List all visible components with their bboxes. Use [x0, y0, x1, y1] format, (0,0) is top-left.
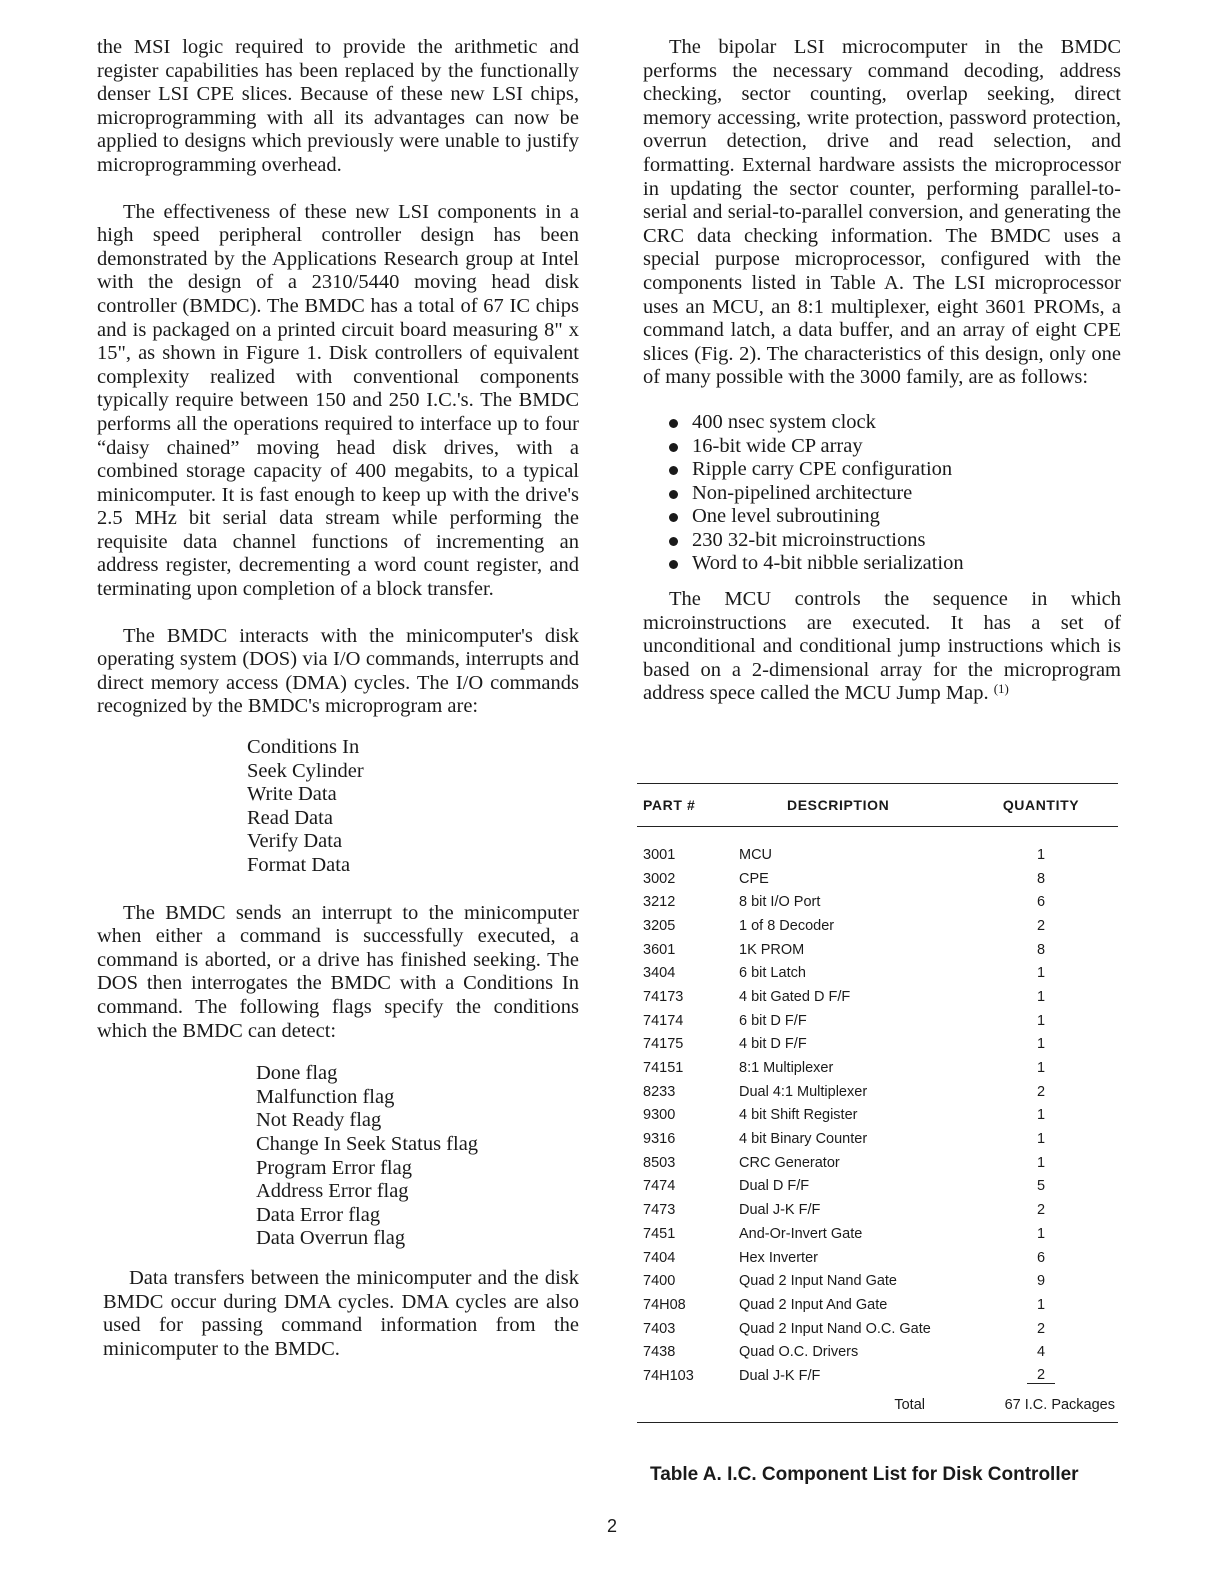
cell-quantity-wrap: [971, 942, 1111, 958]
characteristic-text: One level subroutining: [692, 505, 880, 528]
cell-quantity: 1: [1036, 1296, 1046, 1313]
cell-quantity-wrap: [971, 1060, 1111, 1076]
io-command-item: Conditions In: [247, 736, 360, 759]
cell-quantity-wrap: [971, 1367, 1111, 1384]
table-caption: Table A. I.C. Component List for Disk Controller: [650, 1464, 1079, 1485]
cell-description: 4 bit Shift Register: [739, 1107, 858, 1124]
table-row: [637, 1175, 1118, 1199]
cell-quantity-wrap: [971, 1344, 1111, 1360]
cell-quantity-wrap: [971, 1013, 1111, 1029]
cell-part: 7404: [643, 1249, 676, 1266]
cell-quantity-wrap: [971, 1321, 1111, 1337]
cell-quantity: 6: [1036, 1249, 1046, 1266]
right-column: [643, 36, 1121, 729]
cell-quantity-wrap: [971, 1226, 1111, 1242]
cell-part: 7473: [643, 1202, 676, 1219]
cell-quantity: 2: [1036, 1202, 1046, 1219]
cell-quantity-wrap: [971, 1250, 1111, 1266]
cell-description: CPE: [739, 870, 769, 887]
cell-description: CRC Generator: [739, 1154, 840, 1171]
cell-quantity: 8: [1036, 941, 1046, 958]
cell-quantity: 9: [1036, 1273, 1046, 1290]
characteristic-item: [669, 411, 1121, 435]
cell-quantity: 1: [1036, 846, 1046, 863]
left-para-5: Data transfers between the minicomputer and the disk BMDC occur during DMA cycles. DMA cycles are also used for passing command information from the minicomputer to the BMDC.: [103, 1266, 579, 1360]
cell-part: 7400: [643, 1273, 676, 1290]
characteristic-item: [669, 435, 1121, 459]
cell-quantity: 5: [1036, 1178, 1046, 1195]
cell-description: 4 bit Gated D F/F: [739, 988, 851, 1005]
table-row: [637, 1056, 1118, 1080]
cell-part: 9300: [643, 1107, 676, 1124]
cell-part: 7403: [643, 1320, 676, 1337]
cell-quantity: 1: [1036, 1131, 1046, 1148]
cell-quantity: 1: [1036, 1225, 1046, 1242]
cell-quantity-wrap: [971, 1036, 1111, 1052]
cell-quantity: 1: [1036, 965, 1046, 982]
flag-item: Address Error flag: [256, 1180, 409, 1203]
table-row: [637, 1269, 1118, 1293]
cell-quantity-wrap: [971, 1131, 1111, 1147]
right-para-2-text: The MCU controls the sequence in which microinstructions are executed. It has a set of unconditional and conditional jump instructions which is based on a 2-dimensional array for the microprogram address spece called the MCU Jump Map.: [643, 588, 1121, 705]
total-value: 67 I.C. Packages: [1004, 1396, 1115, 1413]
table-row: [637, 938, 1118, 962]
cell-quantity: 8: [1036, 870, 1046, 887]
table-row: [637, 914, 1118, 938]
characteristic-item: [669, 458, 1121, 482]
characteristic-item: [669, 482, 1121, 506]
table-row: [637, 1293, 1118, 1317]
cell-description: 8 bit I/O Port: [739, 894, 821, 911]
component-table: [637, 783, 1118, 1423]
table-row: [637, 985, 1118, 1009]
cell-description: Hex Inverter: [739, 1249, 818, 1266]
flag-item: Not Ready flag: [256, 1109, 382, 1132]
cell-part: 7438: [643, 1344, 676, 1361]
cell-quantity-wrap: [971, 847, 1111, 863]
io-command-item: Format Data: [247, 854, 351, 876]
cell-description: Dual D F/F: [739, 1178, 810, 1195]
io-command-list: [247, 736, 579, 878]
cell-quantity-wrap: [971, 894, 1111, 910]
table-body: [637, 827, 1118, 1388]
table-row: [637, 1317, 1118, 1341]
bullet-icon: [669, 419, 678, 428]
cell-quantity-wrap: [971, 1202, 1111, 1218]
table-row: [637, 1246, 1118, 1270]
table-row: [637, 1127, 1118, 1151]
cell-quantity: 2: [1036, 1083, 1046, 1100]
cell-quantity-wrap: [971, 871, 1111, 887]
cell-quantity-wrap: [971, 1273, 1111, 1289]
flag-item: Data Overrun flag: [256, 1227, 406, 1250]
cell-part: 74H103: [643, 1367, 694, 1384]
cell-part: 3212: [643, 894, 676, 911]
characteristic-item: [669, 529, 1121, 553]
table-row: [637, 961, 1118, 985]
cell-part: 8503: [643, 1154, 676, 1171]
characteristic-text: Word to 4-bit nibble serialization: [692, 552, 964, 575]
cell-description: 4 bit D F/F: [739, 1036, 807, 1053]
table-bottom-rule: [637, 1422, 1118, 1423]
flag-item: Done flag: [256, 1062, 338, 1085]
cell-quantity: 1: [1036, 1036, 1046, 1053]
cell-quantity: 1: [1036, 1060, 1046, 1077]
io-command-item: Verify Data: [247, 830, 343, 853]
table-row: [637, 867, 1118, 891]
table-row: [637, 843, 1118, 867]
flag-item: Change In Seek Status flag: [256, 1132, 479, 1155]
table-total-row: [637, 1388, 1118, 1422]
cell-quantity-wrap: [971, 1155, 1111, 1171]
cell-description: MCU: [739, 846, 773, 863]
cell-part: 74174: [643, 1012, 684, 1029]
cell-part: 7474: [643, 1178, 676, 1195]
characteristic-text: Ripple carry CPE configuration: [692, 458, 953, 481]
cell-quantity: 4: [1036, 1344, 1046, 1361]
cell-quantity: 1: [1036, 988, 1046, 1005]
page-number: 2: [606, 1516, 617, 1536]
cell-description: Quad O.C. Drivers: [739, 1344, 859, 1361]
left-para-3: The BMDC interacts with the minicomputer's disk operating system (DOS) via I/O commands, interrupts and direct memory access (DMA) cycles. The I/O commands recognized by the BMDC's microprogram are:: [97, 624, 579, 718]
reference-marker: (1): [993, 681, 1009, 697]
cell-description: Quad 2 Input And Gate: [739, 1296, 888, 1313]
cell-quantity: 6: [1036, 894, 1046, 911]
cell-description: 1 of 8 Decoder: [739, 917, 835, 934]
cell-quantity: 1: [1036, 1154, 1046, 1171]
cell-part: 74H08: [643, 1296, 686, 1313]
cell-description: 6 bit Latch: [739, 965, 806, 982]
bullet-icon: [669, 537, 678, 546]
cell-description: 1K PROM: [739, 941, 805, 958]
cell-part: 3404: [643, 965, 676, 982]
cell-part: 74151: [643, 1060, 684, 1077]
flag-item: Program Error flag: [256, 1156, 412, 1179]
cell-quantity-wrap: [971, 1297, 1111, 1313]
left-para-2: The effectiveness of these new LSI components in a high speed peripheral controller design has been demonstrated by the Applications Research group at Intel with the design of a 2310/5440 moving head disk controller (BMDC). The BMDC has a total of 67 IC chips and is packaged on a printed circuit board measuring 8" x 15", as shown in Figure 1. Disk controllers of equivalent complexity realized with conventional components typically require between 150 and 250 I.C.'s. The BMDC performs all the operations required to interface up to four “daisy chained” moving head disk drives, with a combined storage capacity of 400 megabits, to a typical minicomputer. It is fast enough to keep up with the drive's 2.5 MHz bit serial data stream while performing the requisite data channel functions of incrementing an address register, decrementing a word count register, and terminating upon completion of a block transfer.: [97, 200, 579, 601]
table-row: [637, 1151, 1118, 1175]
cell-quantity-wrap: [971, 1107, 1111, 1123]
cell-part: 3205: [643, 917, 676, 934]
cell-part: 3001: [643, 846, 676, 863]
table-header: [637, 784, 1118, 826]
cell-description: Quad 2 Input Nand Gate: [739, 1273, 897, 1290]
characteristic-text: Non-pipelined architecture: [692, 481, 913, 504]
cell-quantity: 1: [1036, 1012, 1046, 1029]
characteristic-item: [669, 552, 1121, 576]
cell-quantity-wrap: [971, 918, 1111, 934]
cell-part: 8233: [643, 1083, 676, 1100]
bullet-icon: [669, 466, 678, 475]
cell-quantity-wrap: [971, 965, 1111, 981]
cell-description: Quad 2 Input Nand O.C. Gate: [739, 1320, 931, 1337]
cell-quantity-wrap: [971, 989, 1111, 1005]
table-row: [637, 1104, 1118, 1128]
cell-part: 74175: [643, 1036, 684, 1053]
table-row: [637, 890, 1118, 914]
table-row: [637, 1080, 1118, 1104]
header-description: DESCRIPTION: [787, 797, 890, 813]
characteristics-list: [643, 411, 1121, 576]
cell-description: Dual J-K F/F: [739, 1367, 821, 1384]
left-column: [97, 36, 579, 1384]
cell-part: 3601: [643, 941, 676, 958]
header-part: PART #: [643, 797, 696, 813]
cell-quantity-wrap: [971, 1178, 1111, 1194]
cell-quantity: 2: [1036, 917, 1046, 934]
characteristic-item: [669, 505, 1121, 529]
bullet-icon: [669, 513, 678, 522]
cell-description: Dual 4:1 Multiplexer: [739, 1083, 868, 1100]
table-row: [637, 1340, 1118, 1364]
cell-part: 3002: [643, 870, 676, 887]
cell-description: And-Or-Invert Gate: [739, 1225, 863, 1242]
flag-item: Data Error flag: [256, 1203, 381, 1226]
io-command-item: Read Data: [247, 806, 333, 829]
io-command-item: Write Data: [247, 783, 337, 806]
table-row: [637, 1198, 1118, 1222]
cell-description: 8:1 Multiplexer: [739, 1060, 834, 1077]
cell-description: 4 bit Binary Counter: [739, 1131, 868, 1148]
io-command-item: Seek Cylinder: [247, 759, 364, 782]
cell-quantity: 2: [1036, 1320, 1046, 1337]
characteristic-text: 16-bit wide CP array: [692, 434, 863, 457]
bullet-icon: [669, 443, 678, 452]
header-quantity: QUANTITY: [1002, 797, 1080, 813]
left-para-1: the MSI logic required to provide the arithmetic and register capabilities has been replaced by the functionally denser LSI CPE slices. Because of these new LSI chips, microprogramming with all its advantages can now be applied to designs which previously were unable to justify microprogramming overhead.: [97, 36, 579, 176]
right-para-1: The bipolar LSI microcomputer in the BMDC performs the necessary command decoding, address checking, sector counting, overlap seeking, direct memory accessing, write protection, password protection, overrun detection, drive and read selection, and formatting. External hardware assists the microprocessor in updating the sector counter, performing parallel-to-serial and serial-to-parallel conversion, and generating the CRC data checking information. The BMDC uses a special purpose microprocessor, configured with the components listed in Table A. The LSI microprocessor uses an MCU, an 8:1 multiplexer, eight 3601 PROMs, a command latch, a data buffer, and an array of eight CPE slices (Fig. 2). The characteristics of this design, only one of many possible with the 3000 family, are as follows:: [643, 36, 1121, 389]
characteristic-text: 230 32-bit microinstructions: [692, 528, 926, 551]
bullet-icon: [669, 560, 678, 569]
total-label: Total: [894, 1396, 925, 1413]
bullet-icon: [669, 490, 678, 499]
flag-item: Malfunction flag: [256, 1085, 395, 1108]
left-para-4: The BMDC sends an interrupt to the minicomputer when either a command is successfully executed, a command is aborted, or a drive has finished seeking. The DOS then interrogates the BMDC with a Conditions In command. The following flags specify the conditions which the BMDC can detect:: [97, 901, 579, 1042]
flag-list: [256, 1062, 579, 1251]
table-row: [637, 1033, 1118, 1057]
table-row: [637, 1222, 1118, 1246]
table-row: [637, 1364, 1118, 1388]
cell-description: Dual J-K F/F: [739, 1202, 821, 1219]
cell-description: 6 bit D F/F: [739, 1012, 807, 1029]
cell-quantity: 2: [1027, 1367, 1055, 1384]
cell-part: 9316: [643, 1131, 676, 1148]
characteristic-text: 400 nsec system clock: [692, 410, 876, 433]
cell-part: 7451: [643, 1225, 676, 1242]
right-para-2: [643, 588, 1121, 706]
cell-quantity-wrap: [971, 1084, 1111, 1100]
cell-part: 74173: [643, 988, 684, 1005]
cell-quantity: 1: [1036, 1107, 1046, 1124]
table-row: [637, 1009, 1118, 1033]
